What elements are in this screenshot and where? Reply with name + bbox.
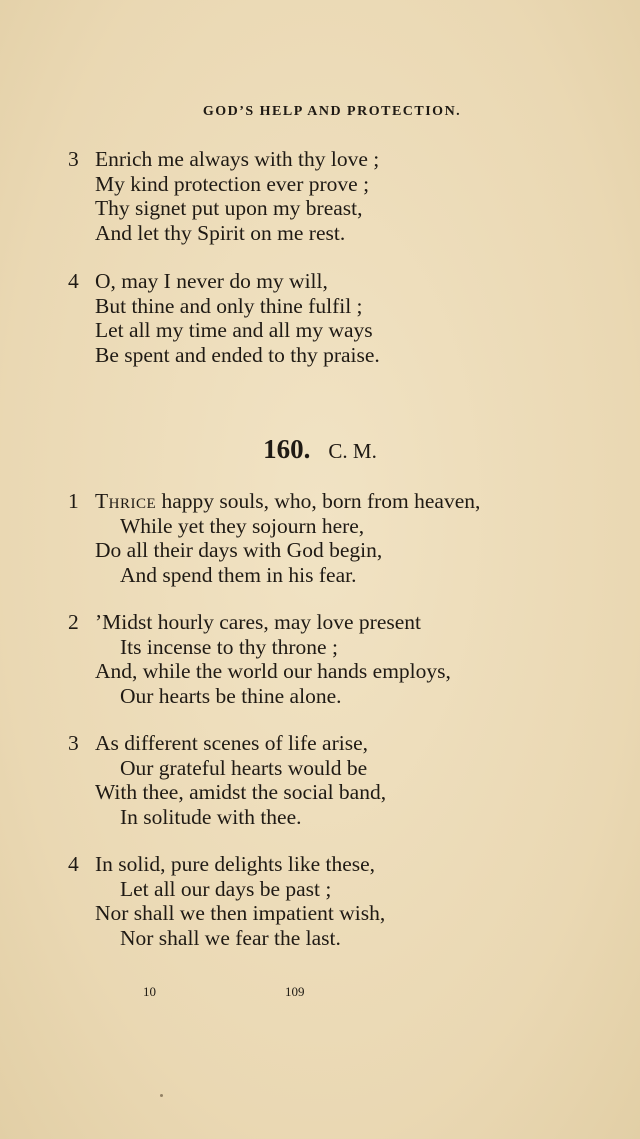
hymn-stanza-3 — [68, 731, 386, 829]
verse-line: My kind protection ever prove ; — [95, 171, 370, 196]
verse-line: Our hearts be thine alone. — [120, 683, 342, 708]
stanza-prev-4 — [68, 269, 380, 367]
hymn-number: 160. — [263, 434, 311, 464]
signature-mark: 10 — [143, 984, 156, 999]
hymn-meter: C. M. — [328, 439, 377, 463]
first-word: Thrice — [95, 489, 157, 513]
verse-line: Enrich me always with thy love ; — [95, 147, 380, 171]
verse-line: Its incense to thy throne ; — [120, 634, 338, 659]
verse-line — [68, 489, 480, 514]
hymn-stanza-2 — [68, 610, 451, 708]
hymn-stanza-4 — [68, 852, 385, 950]
paper-speck — [160, 1094, 163, 1097]
verse-line: As different scenes of life arise, — [95, 731, 369, 755]
verse-line: Thy signet put upon my breast, — [95, 196, 363, 220]
verse-line-rest: happy souls, who, born from heaven, — [156, 489, 481, 513]
stanza-prev-3 — [68, 147, 379, 245]
verse-line: Nor shall we fear the last. — [120, 925, 341, 950]
verse-line: While yet they sojourn here, — [120, 513, 365, 538]
hymn-stanza-1 — [68, 489, 480, 587]
stanza-number: 3 — [68, 731, 79, 755]
running-head-text: GOD’S HELP AND PROTECTION. — [202, 104, 462, 119]
verse-line: Be spent and ended to thy praise. — [95, 342, 380, 367]
verse-line: Let all my time and all my ways — [95, 318, 373, 342]
hymn-heading — [0, 434, 640, 465]
verse-line: ’Midst hourly cares, may love present — [95, 610, 421, 634]
verse-line: Let all our days be past ; — [120, 876, 332, 901]
stanza-number: 2 — [68, 610, 79, 634]
stanza-number: 4 — [68, 852, 79, 876]
verse-line: But thine and only thine fulfil ; — [95, 293, 363, 318]
verse-line: In solitude with thee. — [120, 804, 302, 829]
verse-line: And spend them in his fear. — [120, 562, 357, 587]
verse-line: Our grateful hearts would be — [120, 755, 368, 780]
stanza-number: 4 — [68, 269, 79, 293]
verse-line: Do all their days with God begin, — [95, 538, 383, 562]
running-head — [0, 104, 640, 120]
verse-line: With thee, amidst the social band, — [95, 780, 387, 804]
verse-line: And let thy Spirit on me rest. — [95, 220, 346, 245]
stanza-number: 1 — [68, 489, 79, 513]
verse-line: In solid, pure delights like these, — [95, 852, 376, 876]
verse-line: Nor shall we then impatient wish, — [95, 901, 386, 925]
stanza-number: 3 — [68, 147, 79, 171]
verse-line: And, while the world our hands employs, — [95, 659, 451, 683]
verse-line: O, may I never do my will, — [95, 269, 328, 293]
page-number: 109 — [285, 984, 305, 999]
